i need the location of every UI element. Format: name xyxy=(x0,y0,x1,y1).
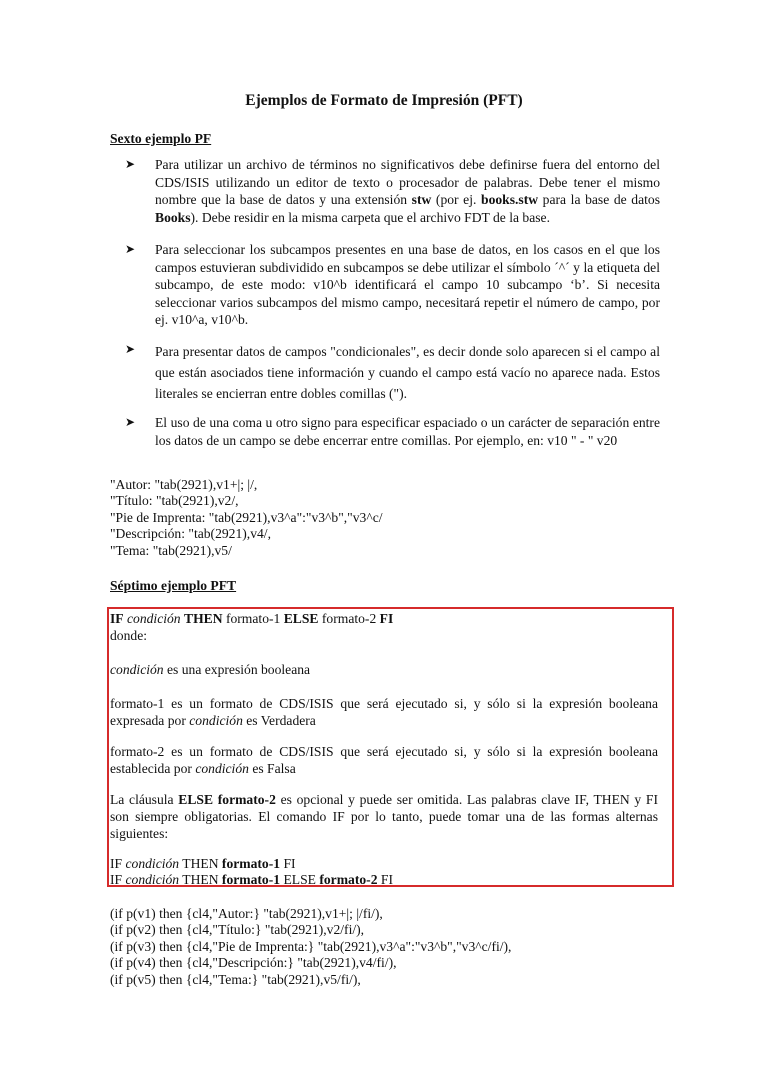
arrow-bullet-icon: ➤ xyxy=(125,342,136,356)
bullet-1 xyxy=(125,156,660,226)
bullet-4-text: El uso de una coma u otro signo para especificar espaciado o un carácter de separación entre los datos de un campo se debe encerrar entre comillas. Por ejemplo, en: v10 " - " v20 xyxy=(155,415,660,448)
code-line: "Pie de Imprenta: "tab(2921),v3^a":"v3^b","v3^c/ xyxy=(110,509,383,525)
bullet-3 xyxy=(125,341,660,404)
bullet-2-text: Para seleccionar los subcampos presentes en una base de datos, en los casos en el que los campos estuvieran subdividido en subcampos se debe utilizar el símbolo ´^´ y la etiqueta del subcampo, de este modo: v10^b identificará el campo 10 subcampo ‘b’. Si necesita seleccionar varios subcampos del mismo campo, necesitará repetir el número de campo, por ej. v10^a, v10^b. xyxy=(155,242,660,327)
bullet-2 xyxy=(125,241,660,329)
formato-1-definition: formato-1 es un formato de CDS/ISIS que será ejecutado si, y sólo si la expresión booleana expresada por condición es Verdadera xyxy=(110,696,658,729)
else-clause-paragraph: La cláusula ELSE formato-2 es opcional y puede ser omitida. Las palabras clave IF, THEN y FI son siempre obligatorias. El comando IF por lo tanto, puede tomar una de las formas alternas siguientes: xyxy=(110,792,658,842)
if-form-1: IF condición THEN formato-1 FI xyxy=(110,856,296,871)
if-form-2: IF condición THEN formato-1 ELSE formato-2 FI xyxy=(110,872,393,887)
code-line: "Tema: "tab(2921),v5/ xyxy=(110,542,232,558)
code-line: (if p(v3) then {cl4,"Pie de Imprenta:} "tab(2921),v3^a":"v3^b","v3^c/fi/), xyxy=(110,938,512,954)
donde-label: donde: xyxy=(110,628,147,643)
code-line: (if p(v4) then {cl4,"Descripción:} "tab(2921),v4/fi/), xyxy=(110,955,397,971)
bullet-3-text: Para presentar datos de campos "condicionales", es decir donde solo aparecen si el campo al que están asociados tiene información y cuando el campo está vacío no aparece nada. Estos literales se encierran entre dobles comillas ("). xyxy=(155,344,660,401)
formato-2-definition: formato-2 es un formato de CDS/ISIS que será ejecutado si, y sólo si la expresión booleana establecida por condición es Falsa xyxy=(110,744,658,777)
condicion-definition: condición es una expresión booleana xyxy=(110,662,311,677)
bullet-1-text: Para utilizar un archivo de términos no significativos debe definirse fuera del entorno del CDS/ISIS utilizando un editor de texto o procesador de palabras. Debe tener el mismo nombre que la base de datos y una extensión stw (por ej. books.stw para la base de datos Books). Debe residir en la misma carpeta que el archivo FDT de la base. xyxy=(155,157,661,225)
code-line: (if p(v1) then {cl4,"Autor:} "tab(2921),v1+|; |/fi/), xyxy=(110,906,383,921)
page-title: Ejemplos de Formato de Impresión (PFT) xyxy=(245,92,523,109)
sexto-heading: Sexto ejemplo PF xyxy=(110,131,212,146)
bullet-4 xyxy=(125,414,660,449)
if-syntax-line: IF condición THEN formato-1 ELSE formato-2 FI xyxy=(110,611,394,626)
arrow-bullet-icon: ➤ xyxy=(125,157,136,171)
arrow-bullet-icon: ➤ xyxy=(125,415,136,429)
format-code-block-2 xyxy=(110,906,511,988)
arrow-bullet-icon: ➤ xyxy=(125,242,136,256)
code-line: "Título: "tab(2921),v2/, xyxy=(110,493,239,509)
code-line: "Descripción: "tab(2921),v4/, xyxy=(110,526,271,542)
format-code-block-1 xyxy=(110,477,383,559)
code-line: (if p(v2) then {cl4,"Título:} "tab(2921),v2/fi/), xyxy=(110,922,365,938)
code-line: "Autor: "tab(2921),v1+|; |/, xyxy=(110,477,258,492)
septimo-heading: Séptimo ejemplo PFT xyxy=(110,578,237,593)
code-line: (if p(v5) then {cl4,"Tema:} "tab(2921),v5/fi/), xyxy=(110,971,361,987)
